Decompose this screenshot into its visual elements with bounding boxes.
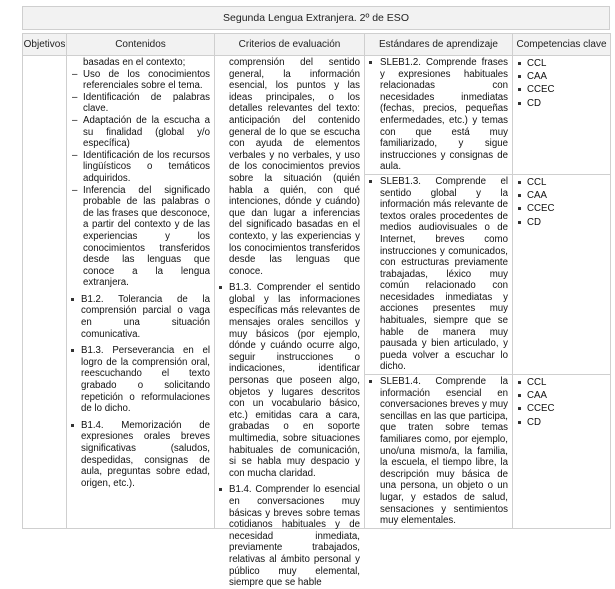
estandar-cell [365,174,513,374]
list-item: CAA [517,389,606,402]
list-item [71,294,210,340]
list-item [369,376,508,527]
block-text: B1.3. Perseverancia en el logro de la comprensión oral, reescuchando el texto grabado o solicitando repetición o reformulaciones de lo dicho. [81,345,210,415]
block-text: B1.4. Comprender lo esencial en conversaciones muy básicas y breves sobre temas cotidianos habituales y de necesidad inmediata, previamente trabajados, relativas al ámbito personal y público muy elemental, siempre que se hable [229,484,360,589]
block-text: B1.2. Tolerancia de la comprensión parcial o vaga en una situación comunicativa. [81,293,210,340]
header-estandares: Estándares de aprendizaje [365,34,513,56]
list-item: CCL [517,176,606,189]
header-objetivos: Objetivos [23,34,67,56]
list-item: CCEC [517,402,606,415]
estandar-cell [365,375,513,529]
list-item [71,420,210,490]
criterios-intro: comprensión del sentido general, la información esencial, los puntos y las ideas principales, o los detalles relevantes del texto: anticipación del contenido general de lo que se escucha con ayuda de elementos verbales y no verbales, y uso de los conocimientos previos sobre la situación (quién habla a quién, con qué intenciones, dónde y cuándo) que dan lugar a inferencias del significado basadas en el contexto, y las experiencias y los conocimientos transferidos desde las lenguas que conoce. [229,57,360,277]
list-item: CCL [517,376,606,389]
list-item [369,176,508,373]
list-item: – Adaptación de la escucha a su finalidad (global y/o específica) [71,115,210,150]
competencias-cell [513,56,611,175]
competencias-list [517,176,606,229]
objetivos-cell [23,56,67,529]
header-contenidos: Contenidos [67,34,215,56]
header-competencias: Competencias clave [513,34,611,56]
competencias-cell [513,375,611,529]
header-row [23,34,611,56]
block-text: B1.3. Comprender el sentido global y las informaciones específicas más relevantes de mensajes orales sencillos y muy básicos (por ejemplo, dónde y cuándo ocurre algo, seguir instrucciones o indicaciones, identificar personas que poseen algo, objetos y lugares descritos con un vocabulario básico, etc.) emitidas cara a cara, grabadas o en soporte multimedia, sobre situaciones habituales de comunicación, si se habla muy despacio y con mucha claridad. [229,282,360,479]
list-item: CAA [517,189,606,202]
list-item: CCEC [517,83,606,96]
list-item: CCEC [517,202,606,215]
list-item: – Identificación de los recursos lingüísticos o temáticos adquiridos. [71,150,210,185]
list-item: – Inferencia del significado probable de las palabras o de las frases que desconoce, a partir del contexto y de las experiencias y los conocimientos transferidos desde las lenguas que conoce a la lengua extranjera. [71,185,210,289]
competencias-list [517,376,606,429]
contenidos-list [71,69,210,289]
estandar-text: SLEB1.3. Comprende el sentido global y la información más relevante de textos orales procedentes de medios audiovisuales o de Internet, breves como instrucciones y comunicados, con estructuras previamente trabajadas, léxico muy común relacionado con necesidades inmediatas y acciones presentes muy habituales, siempre que se hable de manera muy pausada y bien articulado, y pueda volver a escuchar lo dicho. [380,175,508,373]
list-item [71,345,210,415]
list-item: CAA [517,70,606,83]
table-row [23,56,611,175]
table-title: Segunda Lengua Extranjera. 2º de ESO [22,6,610,30]
list-item: – Identificación de palabras clave. [71,92,210,115]
contenidos-intro: basadas en el contexto; [83,57,186,68]
list-item [369,57,508,173]
list-item [219,282,360,479]
header-criterios: Criterios de evaluación [215,34,365,56]
list-item: CD [517,97,606,110]
block-text: B1.4. Memorización de expresiones orales breves significativas (saludos, despedidas, consignas de aula, preguntas sobre edad, origen, etc.). [81,419,210,489]
estandar-text: SLEB1.4. Comprende la información esencial en conversaciones breves y muy sencillas en las que participa, que traten sobre temas familiares como, por ejemplo, uno/una mismo/a, la familia, la escuela, el tiempo libre, la descripción muy básica de una persona, un objeto o un lugar, y estados de salud, sensaciones y sentimientos muy elementales. [380,376,508,527]
contenidos-cell [67,56,215,529]
competencias-cell [513,174,611,374]
competencias-list [517,57,606,110]
list-item: CCL [517,57,606,70]
estandar-text: SLEB1.2. Comprende frases y expresiones habituales relacionadas con necesidades inmediatas (fechas, precios, pequeñas enfermedades, etc.) y temas con que está muy familiarizado, y sigue instrucciones y consignas de aula. [380,57,508,173]
list-item: CD [517,416,606,429]
list-item [219,484,360,588]
criterios-cell [215,56,365,589]
curriculum-table [22,33,611,589]
list-item: – Uso de los conocimientos referenciales sobre el tema. [71,69,210,92]
estandar-cell [365,56,513,175]
list-item: CD [517,216,606,229]
